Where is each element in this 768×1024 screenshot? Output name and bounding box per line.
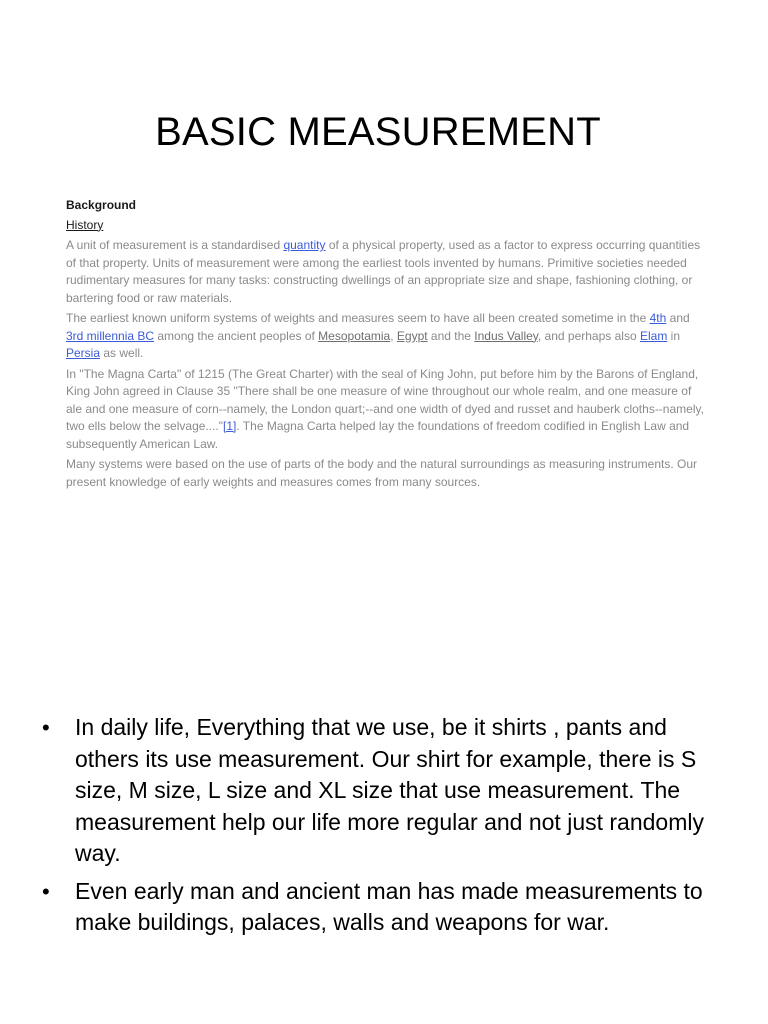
paragraph-text: among the ancient peoples of xyxy=(154,328,319,343)
link-reference-1[interactable]: [1] xyxy=(223,419,237,433)
paragraph-text: In "The Magna Carta" of 1215 (The Great Charter) with the seal of King John, put before him by the Barons of England, King John agreed in Clause 35 "There shall be one measure of wine throughout our whole realm, and one measure of ale and one measure of corn--namely, the London quart;--and one width of dyed and russet and hauberk cloths--namely, two ells below the selvage...." xyxy=(66,366,704,433)
bullet-item xyxy=(40,876,730,939)
paragraph-text: , xyxy=(390,328,397,343)
paragraph-text: Many systems were based on the use of parts of the body and the natural surroundings as measuring instruments. Our present knowledge of early weights and measures comes from many sources. xyxy=(66,457,698,489)
paragraph-text: and xyxy=(666,311,690,325)
page-title: BASIC MEASUREMENT xyxy=(155,110,601,154)
bullet-text: Even early man and ancient man has made measurements to make buildings, palaces, walls and weapons for war. xyxy=(75,877,703,935)
paragraph-magna-carta xyxy=(66,366,706,454)
background-section xyxy=(66,197,706,494)
link-quantity[interactable]: quantity xyxy=(283,238,326,252)
paragraph-text: , and perhaps also xyxy=(537,328,640,343)
bullet-list xyxy=(40,712,730,945)
link-mesopotamia[interactable]: Mesopotamia xyxy=(318,328,391,343)
bullet-icon: • xyxy=(42,878,50,904)
paragraph-text: The earliest known uniform systems of weights and measures seem to have all been created sometime in the xyxy=(66,311,650,325)
link-indus-valley[interactable]: Indus Valley xyxy=(474,328,538,343)
paragraph-text: in xyxy=(667,328,680,343)
paragraph-body-systems xyxy=(66,456,706,491)
paragraph-text: and the xyxy=(427,328,475,343)
paragraph-text: as well. xyxy=(100,346,144,360)
link-4th[interactable]: 4th xyxy=(649,311,667,325)
bullet-item xyxy=(40,712,730,870)
link-elam[interactable]: Elam xyxy=(639,328,668,343)
bullet-icon: • xyxy=(42,715,50,740)
paragraph-earliest-systems xyxy=(66,310,706,363)
history-subheading: History xyxy=(66,217,104,232)
paragraph-unit-of-measurement xyxy=(66,237,706,307)
link-egypt[interactable]: Egypt xyxy=(396,328,428,343)
link-persia[interactable]: Persia xyxy=(66,346,101,360)
link-3rd-millennia-bc[interactable]: 3rd millennia BC xyxy=(66,328,155,343)
paragraph-text: A unit of measurement is a standardised xyxy=(66,238,284,252)
background-heading: Background xyxy=(66,198,137,212)
paragraph-text: . The Magna Carta helped lay the foundations of freedom codified in English Law and subsequently American Law. xyxy=(66,419,690,451)
bullet-text: In daily life, Everything that we use, be it shirts , pants and others its use measurement. Our shirt for example, there is S size, M size, L size and XL size that use measurement. The measurement help our life more regular and not just randomly way. xyxy=(75,714,704,866)
paragraph-text: of a physical property, used as a factor to express occurring quantities of that property. Units of measurement were among the earliest tools invented by humans. Primitive societies needed rudimentary measures for many tasks: constructing dwellings of an appropriate size and shape, fashioning clothing, or bartering food or raw materials. xyxy=(66,238,701,305)
